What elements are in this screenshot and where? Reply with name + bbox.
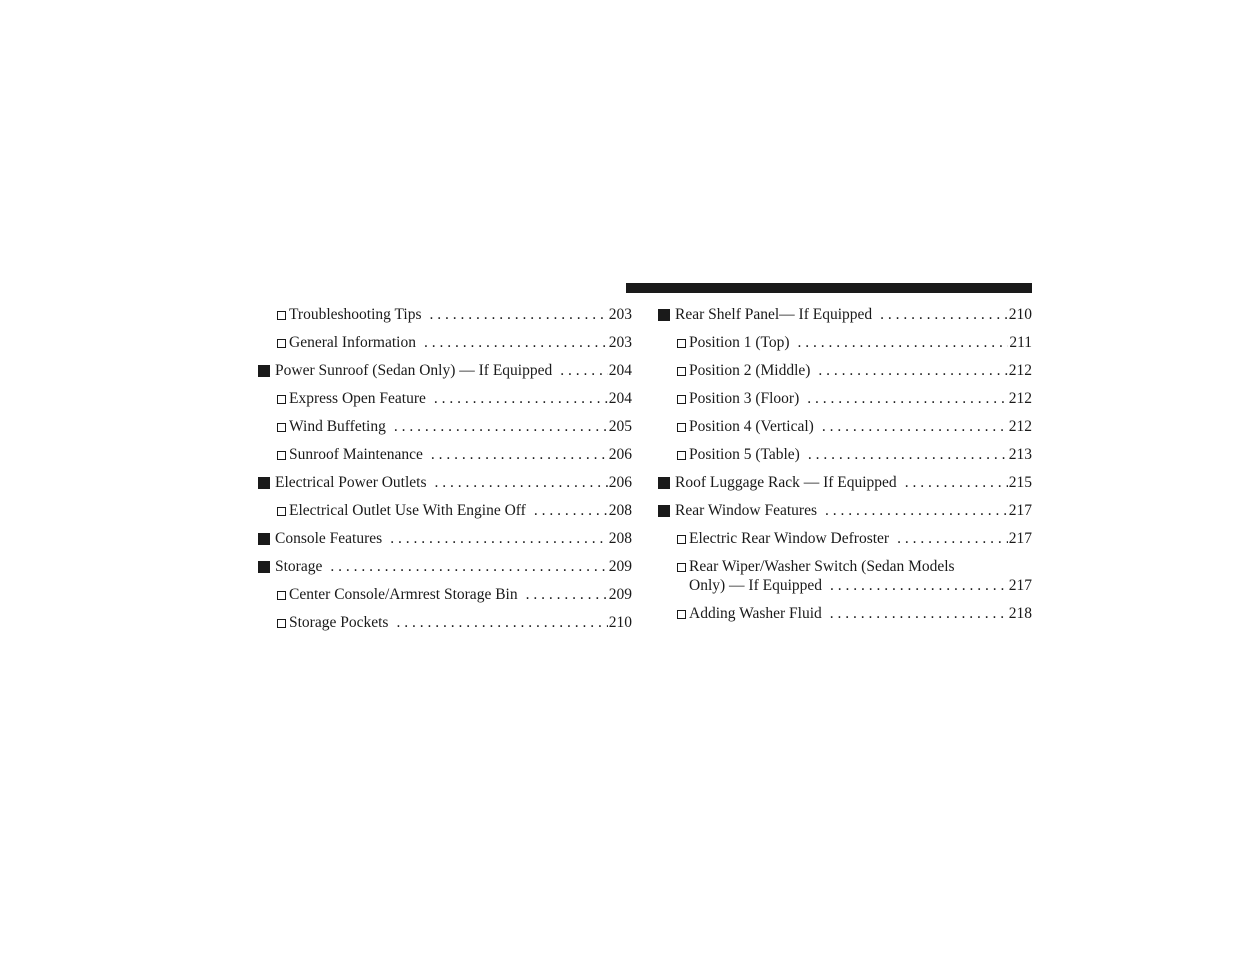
toc-entry-page: 213 [1008, 446, 1032, 463]
hollow-square-bullet-icon [677, 395, 686, 404]
dot-leader [560, 361, 608, 380]
filled-square-bullet-icon [258, 561, 270, 573]
toc-entry[interactable] [258, 585, 632, 613]
hollow-square-bullet-icon [277, 507, 286, 516]
hollow-square-bullet-icon [277, 451, 286, 460]
toc-right-column [658, 305, 1032, 632]
toc-entry-page: 212 [1008, 362, 1032, 379]
dot-leader [825, 501, 1008, 520]
filled-square-bullet-icon [658, 477, 670, 489]
toc-entry-page: 206 [608, 474, 632, 491]
hollow-square-bullet-icon [277, 423, 286, 432]
hollow-square-bullet-icon [677, 563, 686, 572]
toc-entry-page: 217 [1008, 577, 1032, 594]
toc-entry-title: Rear Window Features [675, 502, 817, 519]
toc-entry[interactable] [658, 333, 1032, 361]
dot-leader [526, 585, 608, 604]
toc-entry[interactable] [258, 445, 632, 473]
dot-leader [807, 389, 1008, 408]
toc-entry-page: 217 [1008, 502, 1032, 519]
toc-entry-title: Electrical Outlet Use With Engine Off [289, 502, 526, 519]
toc-entry-title: Position 1 (Top) [689, 334, 790, 351]
hollow-square-bullet-icon [277, 619, 286, 628]
toc-section-entry[interactable] [658, 501, 1032, 529]
hollow-square-bullet-icon [277, 591, 286, 600]
toc-section-entry[interactable] [258, 361, 632, 389]
dot-leader [390, 529, 608, 548]
dot-leader [830, 576, 1008, 595]
toc-left-column [258, 305, 632, 641]
dot-leader [822, 417, 1008, 436]
toc-entry[interactable] [658, 417, 1032, 445]
filled-square-bullet-icon [658, 309, 670, 321]
dot-leader [808, 445, 1008, 464]
toc-entry-page: 209 [608, 586, 632, 603]
toc-entry-title: Position 3 (Floor) [689, 390, 800, 407]
toc-entry[interactable] [658, 604, 1032, 632]
hollow-square-bullet-icon [677, 367, 686, 376]
toc-entry-title: Storage Pockets [289, 614, 389, 631]
toc-entry-page: 212 [1008, 390, 1032, 407]
toc-entry-page: 203 [608, 306, 632, 323]
toc-section-entry[interactable] [658, 473, 1032, 501]
toc-entry-page: 204 [608, 362, 632, 379]
filled-square-bullet-icon [258, 477, 270, 489]
dot-leader [534, 501, 608, 520]
toc-entry-page: 212 [1008, 418, 1032, 435]
hollow-square-bullet-icon [277, 311, 286, 320]
dot-leader [830, 604, 1008, 623]
toc-entry-title: Power Sunroof (Sedan Only) — If Equipped [275, 362, 553, 379]
toc-entry-title: Position 2 (Middle) [689, 362, 811, 379]
dot-leader [905, 473, 1008, 492]
toc-entry-page: 210 [1008, 306, 1032, 323]
toc-entry-page: 205 [608, 418, 632, 435]
dot-leader [897, 529, 1008, 548]
filled-square-bullet-icon [658, 505, 670, 517]
toc-entry-page: 204 [608, 390, 632, 407]
toc-entry-title: Center Console/Armrest Storage Bin [289, 586, 518, 603]
toc-entry-page: 209 [608, 558, 632, 575]
dot-leader [424, 333, 608, 352]
hollow-square-bullet-icon [677, 423, 686, 432]
toc-section-entry[interactable] [258, 557, 632, 585]
toc-entry[interactable] [658, 389, 1032, 417]
filled-square-bullet-icon [258, 533, 270, 545]
toc-entry-page: 215 [1008, 474, 1032, 491]
dot-leader [434, 389, 608, 408]
dot-leader [394, 417, 608, 436]
filled-square-bullet-icon [258, 365, 270, 377]
toc-entry-page: 218 [1008, 605, 1032, 622]
toc-entry-title: Position 5 (Table) [689, 446, 800, 463]
section-header-bar [626, 283, 1032, 293]
toc-entry-title: Sunroof Maintenance [289, 446, 423, 463]
toc-entry[interactable] [658, 557, 1032, 604]
hollow-square-bullet-icon [677, 339, 686, 348]
dot-leader [818, 361, 1007, 380]
toc-entry-title: Position 4 (Vertical) [689, 418, 814, 435]
toc-entry-page: 217 [1008, 530, 1032, 547]
dot-leader [431, 445, 608, 464]
hollow-square-bullet-icon [677, 610, 686, 619]
toc-entry[interactable] [658, 361, 1032, 389]
toc-entry[interactable] [258, 501, 632, 529]
toc-entry-title: Console Features [275, 530, 383, 547]
toc-entry-title: Express Open Feature [289, 390, 426, 407]
toc-entry[interactable] [258, 417, 632, 445]
toc-entry[interactable] [258, 305, 632, 333]
toc-entry[interactable] [258, 613, 632, 641]
toc-entry-title: Roof Luggage Rack — If Equipped [675, 474, 897, 491]
toc-entry-page: 208 [608, 502, 632, 519]
toc-entry-title: Rear Shelf Panel— If Equipped [675, 306, 873, 323]
toc-entry-title-line1: Rear Wiper/Washer Switch (Sedan Models [689, 558, 955, 575]
toc-entry-page: 210 [608, 614, 632, 631]
hollow-square-bullet-icon [277, 395, 286, 404]
toc-section-entry[interactable] [658, 305, 1032, 333]
toc-entry-title: Electric Rear Window Defroster [689, 530, 890, 547]
dot-leader [435, 473, 608, 492]
toc-entry[interactable] [658, 529, 1032, 557]
dot-leader [798, 333, 1009, 352]
toc-entry-title: Adding Washer Fluid [689, 605, 822, 622]
toc-entry-title: Electrical Power Outlets [275, 474, 427, 491]
toc-entry-title: General Information [289, 334, 416, 351]
toc-entry-page: 206 [608, 446, 632, 463]
hollow-square-bullet-icon [677, 451, 686, 460]
toc-entry-title: Troubleshooting Tips [289, 306, 422, 323]
toc-entry-page: 208 [608, 530, 632, 547]
toc-entry-title: Storage [275, 558, 323, 575]
dot-leader [880, 305, 1008, 324]
toc-entry-page: 211 [1009, 334, 1032, 351]
toc-entry-title: Wind Buffeting [289, 418, 386, 435]
hollow-square-bullet-icon [677, 535, 686, 544]
dot-leader [396, 613, 607, 632]
toc-entry[interactable] [658, 445, 1032, 473]
hollow-square-bullet-icon [277, 339, 286, 348]
dot-leader [330, 557, 607, 576]
toc-entry-title: Only) — If Equipped [689, 577, 823, 594]
toc-entry[interactable] [258, 389, 632, 417]
dot-leader [430, 305, 608, 324]
toc-section-entry[interactable] [258, 529, 632, 557]
toc-entry[interactable] [258, 333, 632, 361]
toc-section-entry[interactable] [258, 473, 632, 501]
toc-entry-page: 203 [608, 334, 632, 351]
